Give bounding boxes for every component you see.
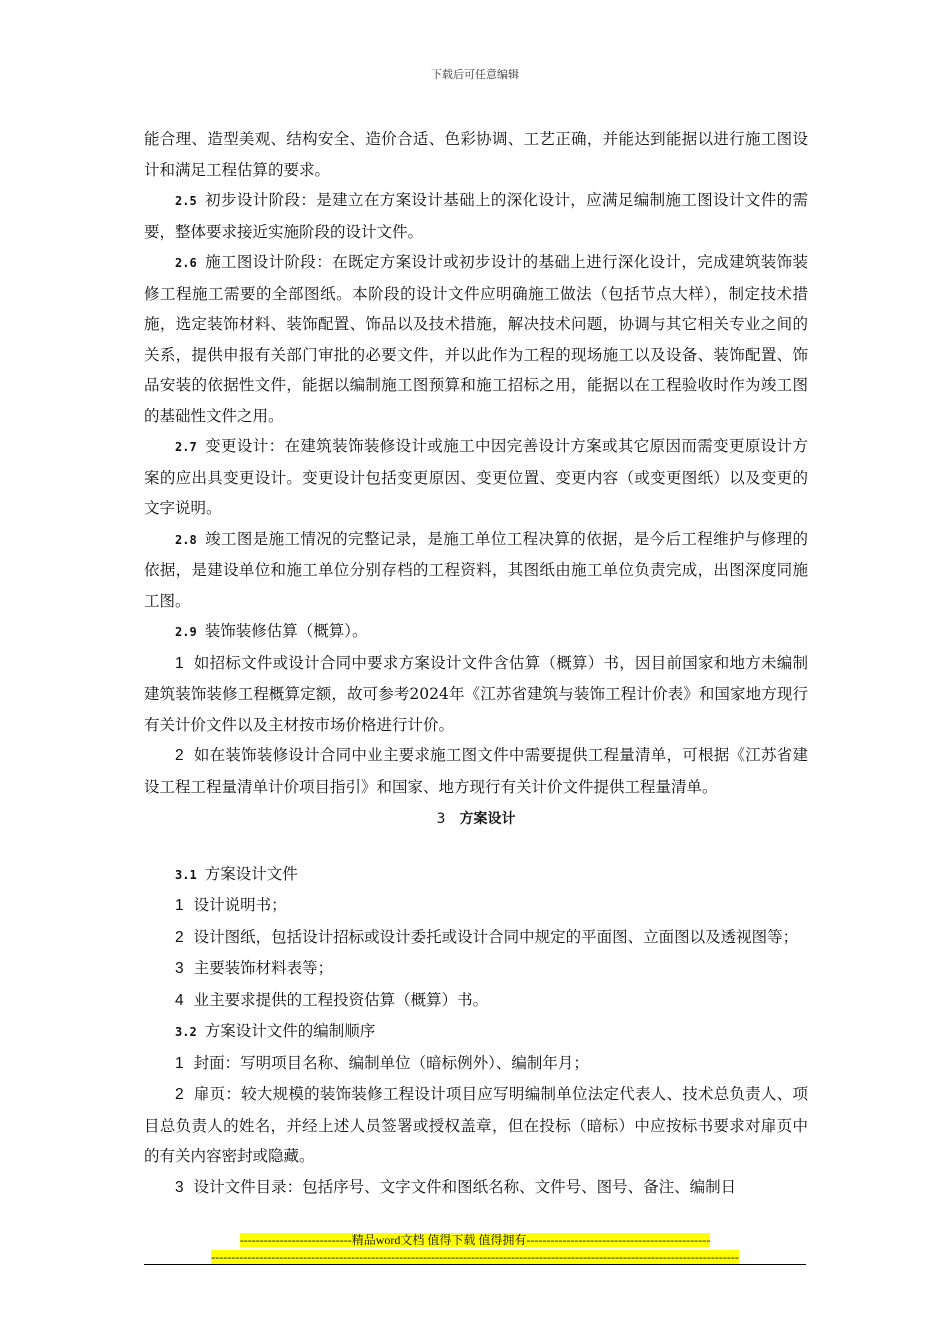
footer-banner-line: ----------------------------精品word文档 值得下载 值得拥有---------------------------------------------- [239, 1233, 711, 1247]
paragraph-text: 主要装饰材料表等； [193, 959, 334, 977]
footer-banner-line: ------------------------------------------------------------------------------------------------------------------------------------ [211, 1250, 739, 1264]
item-number: 1 [175, 897, 184, 914]
paragraph-text: 竣工图是施工情况的完整记录，是施工单位工程决算的依据，是今后工程维护与修理的依据，是建设单位和施工单位分别存档的工程资料，其图纸由施工单位负责完成，出图深度同施工图。 [144, 529, 808, 610]
item-number: 3 [175, 1178, 184, 1196]
list-item [144, 1048, 808, 1080]
footer-banner [0, 1246, 950, 1265]
paragraph-text: 封面：写明项目名称、编制单位（暗标例外）、编制年月； [193, 1053, 589, 1072]
paragraph [144, 1016, 808, 1048]
item-number: 3 [175, 960, 184, 977]
paragraph [144, 859, 808, 891]
paragraph-text: 如在装饰装修设计合同中业主要求施工图文件中需要提供工程量清单，可根据《江苏省建设工程工程量清单计价项目指引》和国家、地方现行有关计价文件提供工程量清单。 [144, 746, 808, 796]
paragraph-text: 如招标文件或设计合同中要求方案设计文件含估算（概算）书，因目前国家和地方未编制建筑装饰装修工程概算定额，故可参考2024年《江苏省建筑与装饰工程计价表》和国家地方现行有关计价文件以及主材按市场价格进行计价。 [144, 653, 808, 734]
footer-divider [144, 1264, 806, 1265]
page-header-note: 下载后可任意编辑 [431, 68, 519, 81]
paragraph-text: 扉页：较大规模的装饰装修工程设计项目应写明编制单位法定代表人、技术总负责人、项目总负责人的姓名，并经上述人员签署或授权盖章，但在投标（暗标）中应按标书要求对扉页中的有关内容密封或隐藏。 [144, 1085, 808, 1165]
paragraph-text: 初步设计阶段：是建立在方案设计基础上的深化设计，应满足编制施工图设计文件的需要，整体要求接近实施阶段的设计文件。 [144, 191, 808, 241]
paragraph-text: 设计说明书； [193, 896, 287, 914]
section-number: 3 [436, 811, 446, 827]
section-title: 方案设计 [459, 811, 516, 827]
paragraph-text: 能合理、造型美观、结构安全、造价合适、色彩协调、工艺正确，并能达到能据以进行施工图设计和满足工程估算的要求。 [144, 130, 808, 179]
list-item [144, 1172, 808, 1204]
paragraph [144, 431, 808, 524]
list-item [144, 953, 808, 985]
section-heading [144, 804, 808, 835]
paragraph-text: 变更设计：在建筑装饰装修设计或施工中因完善设计方案或其它原因而需变更原设计方案的应出具变更设计。变更设计包括变更原因、变更位置、变更内容（或变更图纸）以及变更的文字说明。 [144, 437, 808, 517]
paragraph [144, 524, 808, 617]
list-item [144, 985, 808, 1017]
paragraph [144, 185, 808, 247]
clause-number: 3.2 [175, 1025, 197, 1039]
clause-number: 2.8 [175, 532, 197, 547]
item-number: 2 [175, 1086, 184, 1103]
paragraph-text: 设计文件目录：包括序号、文字文件和图纸名称、文件号、图号、备注、编制日 [193, 1177, 737, 1196]
document-body [144, 124, 808, 1203]
paragraph [144, 247, 808, 431]
paragraph-text: 装饰装修估算（概算）。 [204, 622, 368, 640]
list-item [144, 890, 808, 922]
paragraph-text: 施工图设计阶段：在既定方案设计或初步设计的基础上进行深化设计，完成建筑装饰装修工程施工需要的全部图纸。本阶段的设计文件应明确施工做法（包括节点大样），制定技术措施，选定装饰材料、装饰配置、饰品以及技术措施，解决技术问题，协调与其它相关专业之间的关系，提供申报有关部门审批的必要文件，并以此作为工程的现场施工以及设备、装饰配置、饰品安装的依据性文件，能据以编制施工图预算和施工招标之用，能据以在工程验收时作为竣工图的基础性文件之用。 [144, 253, 808, 425]
list-item [144, 648, 808, 741]
paragraph-text: 方案设计文件的编制顺序 [204, 1022, 376, 1040]
item-number: 2 [175, 747, 184, 764]
paragraph-text: 设计图纸，包括设计招标或设计委托或设计合同中规定的平面图、立面图以及透视图等； [193, 927, 799, 946]
item-number: 1 [175, 654, 184, 672]
paragraph-text: 方案设计文件 [204, 864, 298, 883]
clause-number: 3.1 [175, 867, 197, 882]
item-number: 4 [175, 991, 184, 1009]
clause-number: 2.5 [175, 194, 197, 208]
clause-number: 2.6 [175, 256, 197, 270]
paragraph [144, 124, 808, 185]
clause-number: 2.9 [175, 625, 197, 639]
item-number: 1 [175, 1054, 184, 1072]
paragraph-text: 业主要求提供的工程投资估算（概算）书。 [193, 990, 489, 1009]
item-number: 2 [175, 928, 184, 946]
list-item [144, 740, 808, 802]
list-item [144, 1079, 808, 1172]
list-item [144, 922, 808, 954]
paragraph [144, 616, 808, 648]
clause-number: 2.7 [175, 440, 197, 454]
